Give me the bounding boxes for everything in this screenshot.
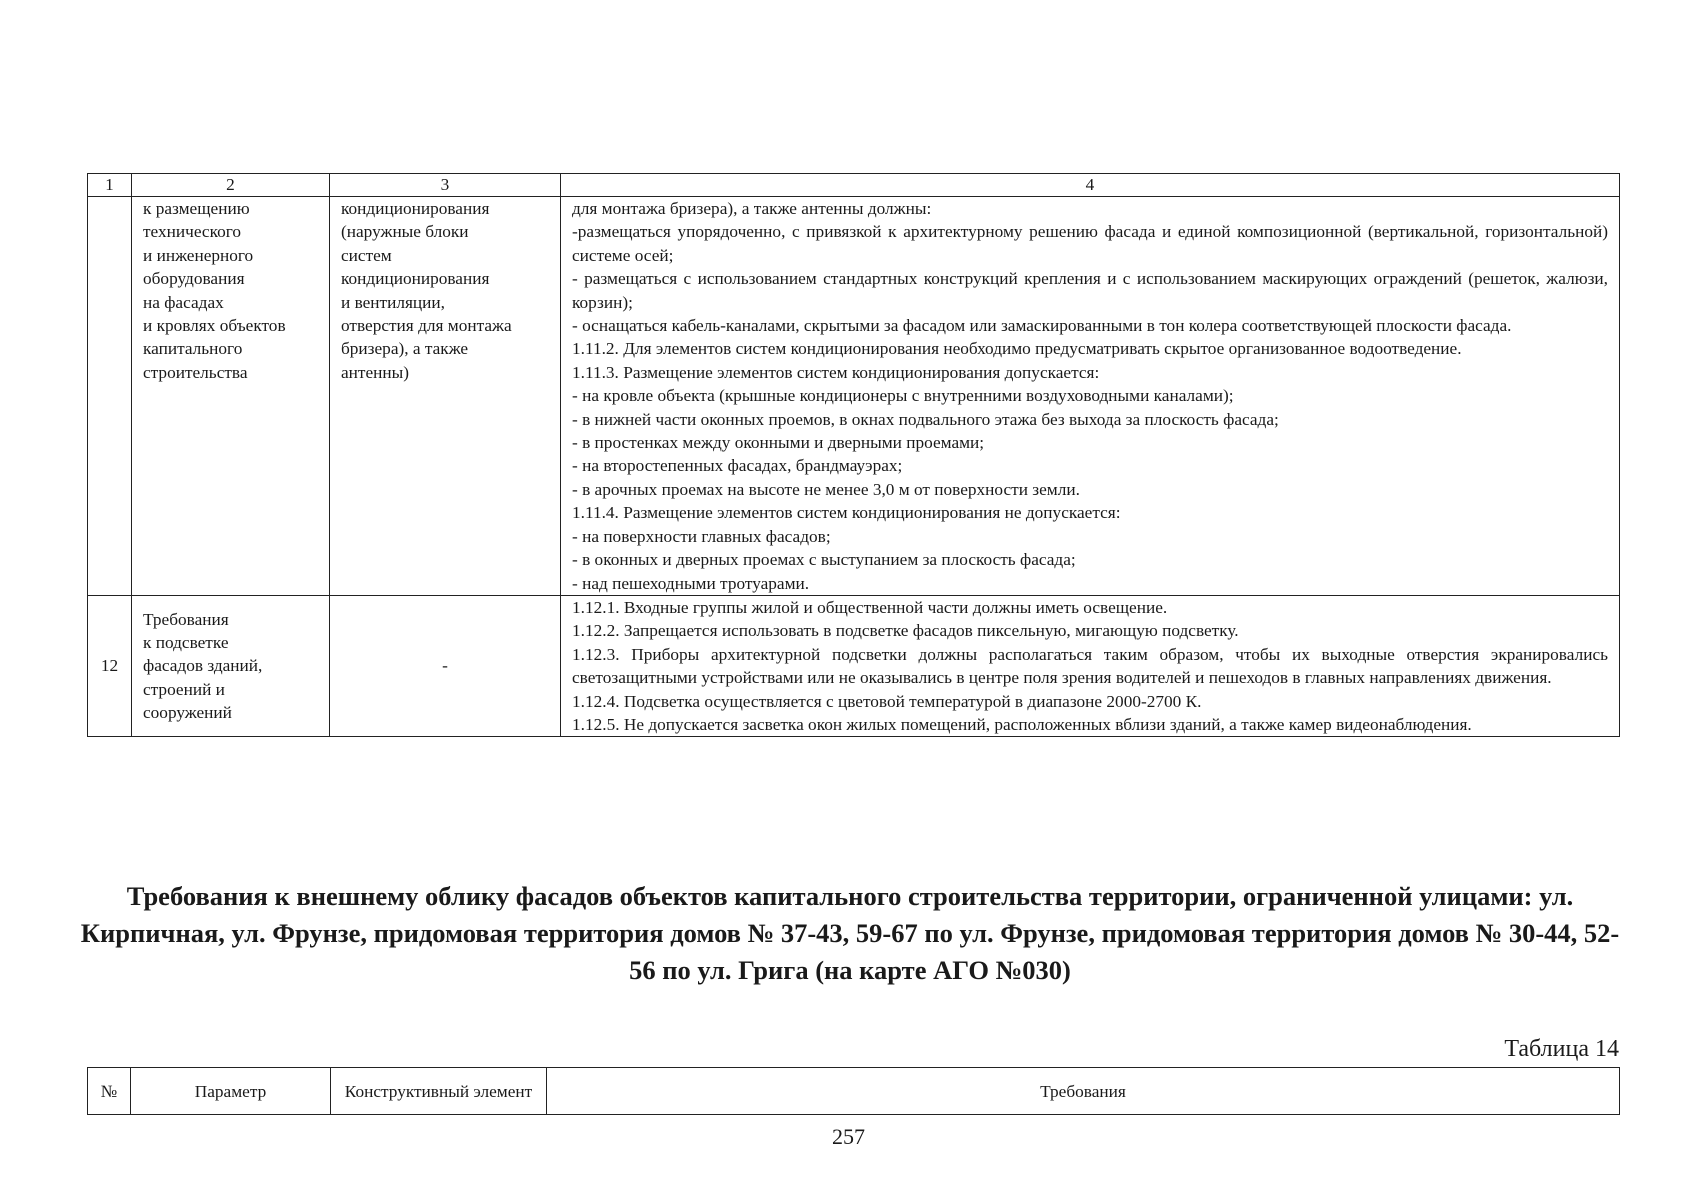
element-line: бризера), а также bbox=[341, 339, 469, 359]
column-number-4: 4 bbox=[561, 174, 1620, 197]
requirement-text: - на второстепенных фасадах, брандмауэрах; bbox=[572, 456, 903, 476]
requirement-text: - на кровле объекта (крышные кондиционеры с внутренними воздуховодными каналами); bbox=[572, 386, 1234, 406]
requirement-text: - на поверхности главных фасадов; bbox=[572, 526, 831, 546]
parameter-line: оборудования bbox=[143, 269, 245, 289]
table-caption: Таблица 14 bbox=[1504, 1036, 1619, 1062]
element-line: кондиционирования bbox=[341, 199, 490, 218]
element-line: отверстия для монтажа bbox=[341, 316, 512, 336]
header-requirements: Требования bbox=[547, 1068, 1620, 1115]
element-line: и вентиляции, bbox=[341, 292, 445, 312]
element-cell: - bbox=[330, 595, 561, 736]
parameter-line: строений и bbox=[143, 679, 225, 699]
table-row-11-continued bbox=[88, 197, 1620, 596]
column-number-1: 1 bbox=[88, 174, 132, 197]
requirement-text: - в простенках между оконными и дверными проемами; bbox=[572, 433, 985, 453]
requirement-text: 1.12.2. Запрещается использовать в подсветке фасадов пиксельную, мигающую подсветку. bbox=[572, 621, 1239, 641]
header-parameter: Параметр bbox=[131, 1068, 331, 1115]
requirement-text: 1.11.3. Размещение элементов систем кондиционирования допускается: bbox=[572, 362, 1100, 382]
element-line: антенны) bbox=[341, 362, 410, 382]
requirement-text: 1.12.4. Подсветка осуществляется с цветовой температурой в диапазоне 2000-2700 К. bbox=[572, 691, 1202, 711]
requirements-cell bbox=[561, 197, 1620, 596]
requirement-text: - размещаться с использованием стандартных конструкций крепления и с использованием маскирующих ограждений (решеток, жалюзи, корзин); bbox=[572, 269, 1608, 312]
requirement-text: - оснащаться кабель-каналами, скрытыми за фасадом или замаскированными в тон колера соответствующей плоскости фасада. bbox=[572, 316, 1512, 336]
table-row-12 bbox=[88, 595, 1620, 736]
header-number: № bbox=[88, 1068, 131, 1115]
element-cell bbox=[330, 197, 561, 596]
element-line: (наружные блоки bbox=[341, 222, 469, 242]
requirement-text: для монтажа бризера), а также антенны должны: bbox=[572, 199, 932, 218]
element-line: систем bbox=[341, 245, 392, 265]
parameter-line: и инженерного bbox=[143, 245, 254, 265]
page-number: 257 bbox=[832, 1124, 865, 1149]
parameter-line: на фасадах bbox=[143, 292, 224, 312]
parameter-line: капитального bbox=[143, 339, 243, 359]
requirement-text: - в нижней части оконных проемов, в окнах подвального этажа без выхода за плоскость фасада; bbox=[572, 409, 1279, 429]
requirement-text: 1.11.2. Для элементов систем кондиционирования необходимо предусматривать скрытое организованное водоотведение. bbox=[572, 339, 1462, 359]
parameter-line: сооружений bbox=[143, 703, 232, 723]
header-row bbox=[88, 1068, 1620, 1115]
column-number-2: 2 bbox=[132, 174, 330, 197]
requirement-text: -размещаться упорядоченно, с привязкой к архитектурному решению фасада и единой композиционной (вертикальной, горизонтальной) системе осей; bbox=[572, 222, 1608, 265]
parameter-line: и кровлях объектов bbox=[143, 316, 286, 336]
requirements-cell bbox=[561, 595, 1620, 736]
section-heading: Требования к внешнему облику фасадов объектов капитального строительства территории, ограниченной улицами: ул. Кирпичная, ул. Фрунзе, придомовая территория домов № 37-43, 59-67 по ул. Фрунзе, придомовая территория домов № 30-44, 52-56 по ул. Грига (на карте АГО №030) bbox=[80, 881, 1620, 985]
parameter-cell bbox=[132, 595, 330, 736]
column-number-3: 3 bbox=[330, 174, 561, 197]
parameter-line: к подсветке bbox=[143, 633, 229, 653]
requirement-text: 1.12.1. Входные группы жилой и общественной части должны иметь освещение. bbox=[572, 597, 1168, 617]
requirement-text: - в арочных проемах на высоте не менее 3,0 м от поверхности земли. bbox=[572, 479, 1080, 499]
requirement-text: - в оконных и дверных проемах с выступанием за плоскость фасада; bbox=[572, 550, 1076, 570]
parameter-cell bbox=[132, 197, 330, 596]
parameter-line: строительства bbox=[143, 362, 248, 382]
row-number-cell bbox=[88, 197, 132, 596]
column-number-row bbox=[88, 174, 1620, 197]
header-element: Конструктивный элемент bbox=[331, 1068, 547, 1115]
requirement-text: 1.12.5. Не допускается засветка окон жилых помещений, расположенных вблизи зданий, а также камер видеонаблюдения. bbox=[572, 714, 1472, 734]
parameter-line: фасадов зданий, bbox=[143, 656, 263, 676]
parameter-line: к размещению bbox=[143, 199, 250, 218]
requirement-text: - над пешеходными тротуарами. bbox=[572, 573, 810, 593]
requirement-text: 1.12.3. Приборы архитектурной подсветки должны располагаться таким образом, чтобы их выходные отверстия экранировались светозащитными устройствами или не оказывались в центре поля зрения водителей и пешеходов в главных направлениях движения. bbox=[572, 644, 1608, 688]
parameter-line: Требования bbox=[143, 609, 229, 629]
parameter-line: технического bbox=[143, 222, 242, 242]
row-number-cell: 12 bbox=[88, 595, 132, 736]
table-14-header bbox=[87, 1067, 1620, 1115]
requirements-table-continued bbox=[87, 173, 1620, 737]
element-line: кондиционирования bbox=[341, 269, 490, 289]
requirement-text: 1.11.4. Размещение элементов систем кондиционирования не допускается: bbox=[572, 503, 1121, 523]
